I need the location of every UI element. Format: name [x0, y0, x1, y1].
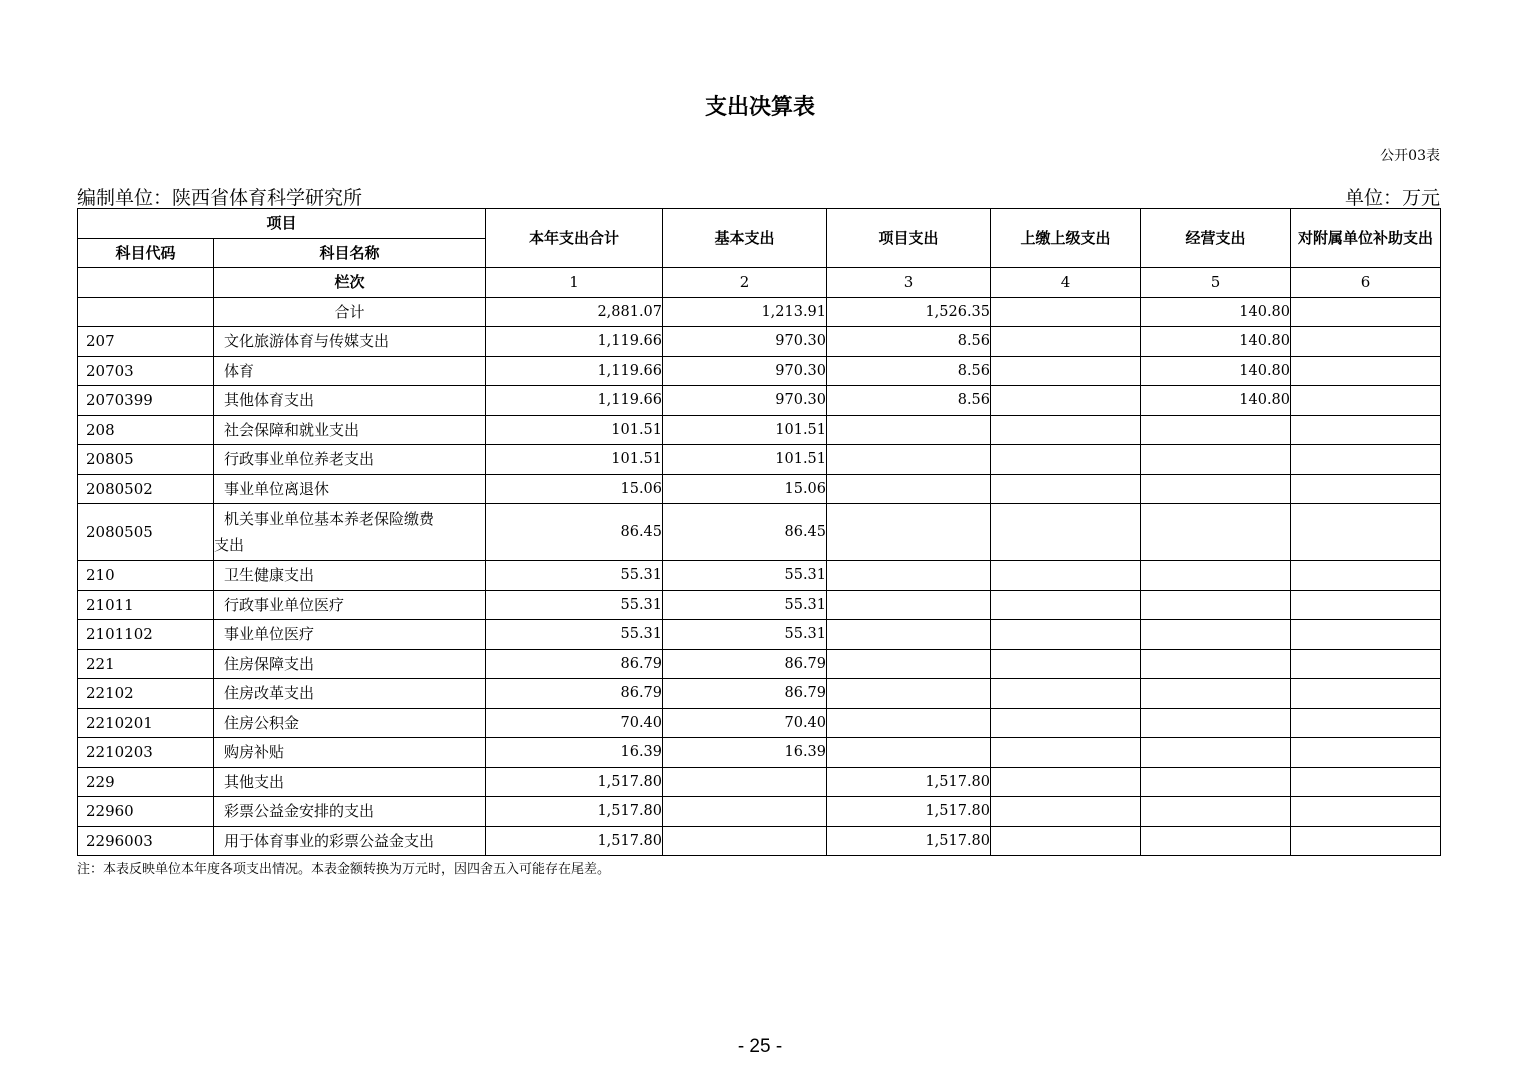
col-number-5: 5	[1141, 268, 1291, 298]
row-code: 2080502	[78, 474, 214, 504]
row-subsidy	[1291, 445, 1441, 475]
row-project	[827, 620, 991, 650]
row-upper	[991, 738, 1141, 768]
row-total: 101.51	[486, 445, 663, 475]
row-code: 2296003	[78, 826, 214, 856]
row-subsidy	[1291, 386, 1441, 416]
row-basic	[663, 826, 827, 856]
table-number: 公开03表	[1380, 148, 1440, 164]
row-code: 207	[78, 327, 214, 357]
row-project	[827, 474, 991, 504]
header-code: 科目代码	[78, 238, 214, 268]
row-subsidy	[1291, 649, 1441, 679]
row-project: 8.56	[827, 386, 991, 416]
row-upper	[991, 620, 1141, 650]
header-subsidy: 对附属单位补助支出	[1291, 209, 1441, 268]
col-number-2: 2	[663, 268, 827, 298]
row-project	[827, 738, 991, 768]
row-subsidy	[1291, 474, 1441, 504]
row-business	[1141, 679, 1291, 709]
row-name: 体育	[214, 356, 486, 386]
row-upper	[991, 826, 1141, 856]
row-business	[1141, 738, 1291, 768]
row-project	[827, 561, 991, 591]
row-subsidy	[1291, 738, 1441, 768]
row-code: 210	[78, 561, 214, 591]
row-project	[827, 649, 991, 679]
row-total: 55.31	[486, 620, 663, 650]
row-total: 86.79	[486, 649, 663, 679]
table-row	[78, 415, 1441, 445]
total-subsidy	[1291, 297, 1441, 327]
row-subsidy	[1291, 708, 1441, 738]
col-number-3: 3	[827, 268, 991, 298]
table-row	[78, 738, 1441, 768]
row-basic: 55.31	[663, 561, 827, 591]
row-subsidy	[1291, 327, 1441, 357]
row-total: 1,119.66	[486, 356, 663, 386]
table-row	[78, 679, 1441, 709]
row-total: 1,517.80	[486, 767, 663, 797]
row-business	[1141, 620, 1291, 650]
row-name: 卫生健康支出	[214, 561, 486, 591]
row-project: 8.56	[827, 327, 991, 357]
row-upper	[991, 474, 1141, 504]
row-project	[827, 590, 991, 620]
row-upper	[991, 445, 1141, 475]
table-row	[78, 767, 1441, 797]
page-number: - 25 -	[737, 1036, 783, 1057]
table-row	[78, 474, 1441, 504]
header-project: 项目支出	[827, 209, 991, 268]
row-upper	[991, 561, 1141, 591]
col-number-4: 4	[991, 268, 1141, 298]
table-row	[78, 386, 1441, 416]
row-name: 购房补贴	[214, 738, 486, 768]
row-subsidy	[1291, 356, 1441, 386]
row-basic	[663, 797, 827, 827]
row-label: 栏次	[214, 268, 486, 298]
row-subsidy	[1291, 767, 1441, 797]
row-basic: 16.39	[663, 738, 827, 768]
row-business	[1141, 590, 1291, 620]
row-subsidy	[1291, 620, 1441, 650]
row-code: 20703	[78, 356, 214, 386]
row-upper	[991, 590, 1141, 620]
row-total: 70.40	[486, 708, 663, 738]
row-basic: 86.79	[663, 649, 827, 679]
row-business: 140.80	[1141, 386, 1291, 416]
row-project	[827, 504, 991, 561]
row-total: 1,517.80	[486, 797, 663, 827]
row-code: 22960	[78, 797, 214, 827]
row-name: 住房公积金	[214, 708, 486, 738]
row-total: 86.79	[486, 679, 663, 709]
row-business	[1141, 649, 1291, 679]
row-name: 文化旅游体育与传媒支出	[214, 327, 486, 357]
header-basic: 基本支出	[663, 209, 827, 268]
total-project: 1,526.35	[827, 297, 991, 327]
row-basic: 970.30	[663, 327, 827, 357]
row-code: 21011	[78, 590, 214, 620]
row-project	[827, 679, 991, 709]
row-project: 8.56	[827, 356, 991, 386]
table-row	[78, 708, 1441, 738]
header-upper: 上缴上级支出	[991, 209, 1141, 268]
row-name: 其他支出	[214, 767, 486, 797]
table-row	[78, 327, 1441, 357]
table-row	[78, 797, 1441, 827]
row-label-empty	[78, 268, 214, 298]
row-basic: 101.51	[663, 445, 827, 475]
row-business	[1141, 445, 1291, 475]
row-upper	[991, 356, 1141, 386]
row-name: 彩票公益金安排的支出	[214, 797, 486, 827]
row-subsidy	[1291, 797, 1441, 827]
row-name: 住房改革支出	[214, 679, 486, 709]
row-basic: 55.31	[663, 620, 827, 650]
row-subsidy	[1291, 504, 1441, 561]
row-upper	[991, 767, 1141, 797]
row-total: 15.06	[486, 474, 663, 504]
header-item: 项目	[78, 209, 486, 239]
row-name: 事业单位离退休	[214, 474, 486, 504]
row-name-line2: 支出	[214, 536, 245, 554]
table-row	[78, 590, 1441, 620]
row-code: 2210203	[78, 738, 214, 768]
total-row	[78, 297, 1441, 327]
row-total: 86.45	[486, 504, 663, 561]
row-subsidy	[1291, 415, 1441, 445]
row-business: 140.80	[1141, 356, 1291, 386]
row-code: 22102	[78, 679, 214, 709]
table-row	[78, 356, 1441, 386]
row-upper	[991, 649, 1141, 679]
row-project	[827, 415, 991, 445]
row-subsidy	[1291, 561, 1441, 591]
row-subsidy	[1291, 826, 1441, 856]
row-upper	[991, 386, 1141, 416]
row-name: 行政事业单位养老支出	[214, 445, 486, 475]
row-code: 2210201	[78, 708, 214, 738]
row-basic: 15.06	[663, 474, 827, 504]
footnote: 注：本表反映单位本年度各项支出情况。本表金额转换为万元时，因四舍五入可能存在尾差。	[77, 862, 611, 877]
table-row	[78, 649, 1441, 679]
row-total: 55.31	[486, 590, 663, 620]
row-business	[1141, 767, 1291, 797]
row-name	[214, 504, 486, 561]
row-subsidy	[1291, 679, 1441, 709]
table-row	[78, 620, 1441, 650]
row-basic: 55.31	[663, 590, 827, 620]
row-project: 1,517.80	[827, 826, 991, 856]
row-code: 20805	[78, 445, 214, 475]
total-basic: 1,213.91	[663, 297, 827, 327]
row-code: 229	[78, 767, 214, 797]
row-upper	[991, 504, 1141, 561]
table-row	[78, 826, 1441, 856]
row-project: 1,517.80	[827, 797, 991, 827]
row-subsidy	[1291, 590, 1441, 620]
row-business	[1141, 797, 1291, 827]
table-row	[78, 504, 1441, 561]
header-name: 科目名称	[214, 238, 486, 268]
row-project: 1,517.80	[827, 767, 991, 797]
row-total: 16.39	[486, 738, 663, 768]
table-row	[78, 561, 1441, 591]
row-code: 2080505	[78, 504, 214, 561]
row-basic: 970.30	[663, 386, 827, 416]
col-number-1: 1	[486, 268, 663, 298]
org-label: 编制单位：陕西省体育科学研究所	[77, 187, 363, 209]
row-name: 用于体育事业的彩票公益金支出	[214, 826, 486, 856]
row-name: 住房保障支出	[214, 649, 486, 679]
total-upper	[991, 297, 1141, 327]
row-total: 1,119.66	[486, 386, 663, 416]
row-basic: 86.79	[663, 679, 827, 709]
row-basic: 70.40	[663, 708, 827, 738]
row-total: 1,119.66	[486, 327, 663, 357]
row-business	[1141, 708, 1291, 738]
row-business	[1141, 561, 1291, 591]
row-code: 221	[78, 649, 214, 679]
header-business: 经营支出	[1141, 209, 1291, 268]
header-total: 本年支出合计	[486, 209, 663, 268]
row-total: 55.31	[486, 561, 663, 591]
row-code: 2070399	[78, 386, 214, 416]
row-business	[1141, 474, 1291, 504]
total-label: 合计	[214, 297, 486, 327]
row-code: 2101102	[78, 620, 214, 650]
row-business	[1141, 415, 1291, 445]
row-upper	[991, 708, 1141, 738]
expenditure-table	[77, 208, 1441, 856]
total-business: 140.80	[1141, 297, 1291, 327]
col-number-6: 6	[1291, 268, 1441, 298]
row-project	[827, 708, 991, 738]
row-basic: 86.45	[663, 504, 827, 561]
row-total: 1,517.80	[486, 826, 663, 856]
page-title: 支出决算表	[704, 95, 815, 120]
row-name: 社会保障和就业支出	[214, 415, 486, 445]
row-project	[827, 445, 991, 475]
row-business	[1141, 504, 1291, 561]
row-basic	[663, 767, 827, 797]
row-basic: 101.51	[663, 415, 827, 445]
row-upper	[991, 415, 1141, 445]
row-basic: 970.30	[663, 356, 827, 386]
row-name: 事业单位医疗	[214, 620, 486, 650]
row-code: 208	[78, 415, 214, 445]
table-row	[78, 445, 1441, 475]
row-upper	[991, 679, 1141, 709]
row-business	[1141, 826, 1291, 856]
row-total: 101.51	[486, 415, 663, 445]
row-business: 140.80	[1141, 327, 1291, 357]
total-total: 2,881.07	[486, 297, 663, 327]
row-upper	[991, 327, 1141, 357]
row-upper	[991, 797, 1141, 827]
row-name: 其他体育支出	[214, 386, 486, 416]
row-name: 行政事业单位医疗	[214, 590, 486, 620]
unit-label: 单位：万元	[1344, 187, 1440, 209]
row-name-line1: 机关事业单位基本养老保险缴费	[224, 510, 435, 528]
